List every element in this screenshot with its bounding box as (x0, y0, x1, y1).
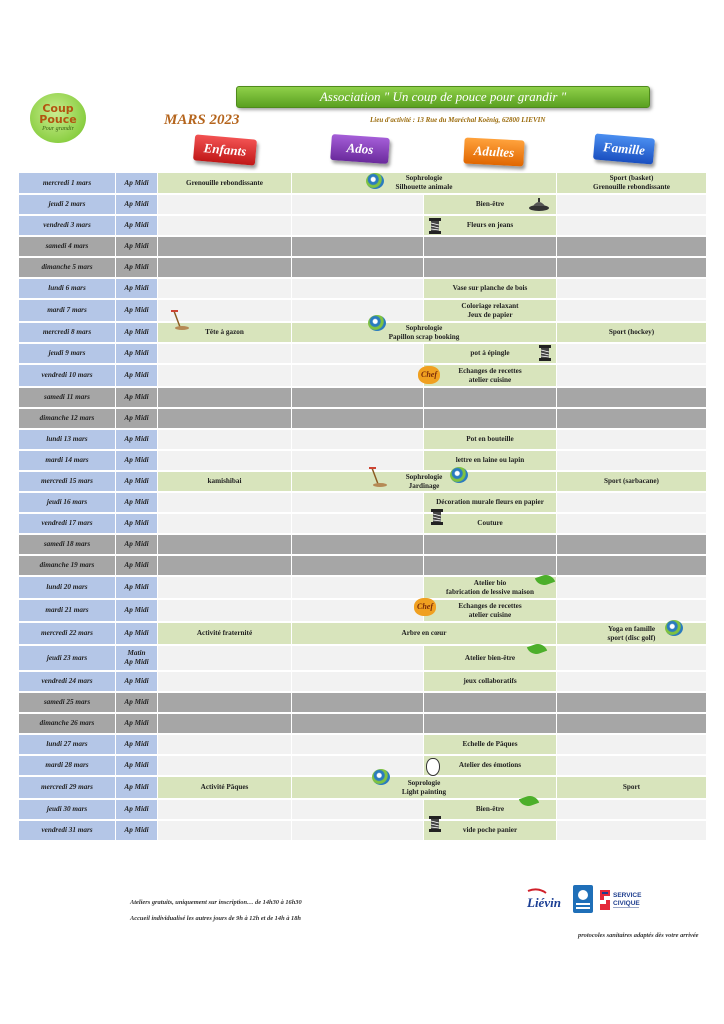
famille-cell (557, 343, 707, 364)
day-cell: mardi 14 mars (19, 450, 116, 471)
sewing-spool-icon (426, 217, 444, 235)
schedule-row (19, 555, 707, 576)
enfants-cell (158, 387, 292, 408)
period-cell: Ap Midi (116, 450, 158, 471)
enfants-cell (158, 534, 292, 555)
famille-cell (557, 534, 707, 555)
footer-note-protocols: protocoles sanitaires adaptés dès votre arrivée (578, 932, 699, 939)
enfants-cell (158, 450, 292, 471)
period-cell: Ap Midi (116, 713, 158, 734)
period-cell: Ap Midi (116, 622, 158, 645)
sophrology-icon (372, 769, 390, 785)
day-cell: jeudi 30 mars (19, 799, 116, 820)
footer-note-reception: Accueil individualisé les autres jours de 9h à 12h et de 14h à 18h (130, 915, 301, 922)
period-cell: Ap Midi (116, 471, 158, 492)
sewing-spool-icon (426, 815, 444, 833)
day-cell: mardi 7 mars (19, 299, 116, 322)
adultes-cell: Coloriage relaxant Jeux de papier (424, 299, 557, 322)
association-banner: Association " Un coup de pouce pour grandir " (236, 86, 650, 108)
adultes-cell (424, 236, 557, 257)
day-cell: mercredi 22 mars (19, 622, 116, 645)
enfants-cell (158, 364, 292, 387)
day-cell: samedi 4 mars (19, 236, 116, 257)
ados-cell (292, 492, 424, 513)
schedule-row (19, 450, 707, 471)
famille-cell (557, 713, 707, 734)
ados-cell (292, 429, 424, 450)
famille-cell (557, 194, 707, 215)
famille-cell: Sport (basket) Grenouille rebondissante (557, 173, 707, 194)
schedule-row (19, 387, 707, 408)
ados-cell (292, 576, 424, 599)
period-cell: Ap Midi (116, 820, 158, 841)
enfants-cell: kamishibai (158, 471, 292, 492)
enfants-cell (158, 645, 292, 671)
ados-adultes-cell: Sophrologie Papillon scrap booking (292, 322, 557, 343)
schedule-row (19, 322, 707, 343)
enfants-cell: Tête à gazon (158, 322, 292, 343)
day-cell: mercredi 1 mars (19, 173, 116, 194)
caf-logo (573, 885, 593, 913)
enfants-cell (158, 576, 292, 599)
schedule-row (19, 299, 707, 322)
footer-note-workshops: Ateliers gratuits, uniquement sur inscription… de 14h30 à 16h30 (130, 899, 302, 906)
period-cell: Ap Midi (116, 513, 158, 534)
famille-cell (557, 364, 707, 387)
enfants-cell (158, 734, 292, 755)
day-cell: mercredi 29 mars (19, 776, 116, 799)
famille-cell (557, 755, 707, 776)
day-cell: jeudi 23 mars (19, 645, 116, 671)
famille-cell (557, 645, 707, 671)
day-cell: jeudi 9 mars (19, 343, 116, 364)
svg-text:CIVIQUE: CIVIQUE (613, 900, 640, 907)
period-cell: Ap Midi (116, 322, 158, 343)
famille-cell (557, 492, 707, 513)
sophrology-icon (366, 173, 384, 189)
enfants-cell (158, 820, 292, 841)
schedule-row (19, 671, 707, 692)
lievin-logo (524, 885, 568, 913)
day-cell: mercredi 15 mars (19, 471, 116, 492)
enfants-cell (158, 408, 292, 429)
category-adultes: Adultes (463, 137, 524, 166)
adultes-cell (424, 257, 557, 278)
sophrology-icon (665, 620, 683, 636)
adultes-cell: vide poche panier (424, 820, 557, 841)
adultes-cell: pot à épingle (424, 343, 557, 364)
period-cell: Ap Midi (116, 599, 158, 622)
period-cell: Ap Midi (116, 576, 158, 599)
period-cell: Ap Midi (116, 429, 158, 450)
adultes-cell: Echanges de recettes atelier cuisine Chef (424, 599, 557, 622)
schedule-row (19, 492, 707, 513)
adultes-cell (424, 555, 557, 576)
enfants-cell (158, 599, 292, 622)
famille-cell (557, 215, 707, 236)
ados-adultes-cell: Soprologie Light painting (292, 776, 557, 799)
enfants-cell (158, 492, 292, 513)
famille-cell (557, 555, 707, 576)
chef-icon: Chef (414, 598, 436, 616)
day-cell: samedi 11 mars (19, 387, 116, 408)
schedule-row (19, 645, 707, 671)
sewing-spool-icon (428, 508, 446, 526)
schedule-row (19, 734, 707, 755)
ados-cell (292, 755, 424, 776)
famille-cell (557, 820, 707, 841)
day-cell: lundi 20 mars (19, 576, 116, 599)
chef-icon: Chef (418, 366, 440, 384)
day-cell: vendredi 24 mars (19, 671, 116, 692)
period-cell: Ap Midi (116, 534, 158, 555)
adultes-cell: Atelier bio fabrication de lessive maison (424, 576, 557, 599)
adultes-cell: Echelle de Pâques (424, 734, 557, 755)
logo-line-2: Pouce (39, 113, 77, 126)
day-cell: mercredi 8 mars (19, 322, 116, 343)
schedule-row (19, 776, 707, 799)
enfants-cell (158, 194, 292, 215)
adultes-cell (424, 534, 557, 555)
schedule-row (19, 194, 707, 215)
ados-cell (292, 343, 424, 364)
enfants-cell (158, 236, 292, 257)
period-cell: Matin Ap Midi (116, 645, 158, 671)
day-cell: dimanche 26 mars (19, 713, 116, 734)
famille-cell (557, 278, 707, 299)
famille-cell (557, 408, 707, 429)
ados-cell (292, 799, 424, 820)
adultes-cell: Atelier bien-être (424, 645, 557, 671)
period-cell: Ap Midi (116, 387, 158, 408)
schedule-row (19, 713, 707, 734)
enfants-cell (158, 343, 292, 364)
ados-cell (292, 645, 424, 671)
ados-cell (292, 278, 424, 299)
period-cell: Ap Midi (116, 236, 158, 257)
schedule-row (19, 364, 707, 387)
day-cell: vendredi 17 mars (19, 513, 116, 534)
enfants-cell (158, 713, 292, 734)
ados-cell (292, 692, 424, 713)
famille-cell (557, 513, 707, 534)
famille-cell (557, 236, 707, 257)
famille-cell: Sport (sarbacane) (557, 471, 707, 492)
period-cell: Ap Midi (116, 776, 158, 799)
adultes-cell (424, 692, 557, 713)
adultes-cell: Couture (424, 513, 557, 534)
ados-adultes-cell: Sophrologie Silhouette animale (292, 173, 557, 194)
enfants-cell (158, 799, 292, 820)
period-cell: Ap Midi (116, 215, 158, 236)
adultes-cell: Bien-être (424, 194, 557, 215)
famille-cell (557, 299, 707, 322)
schedule-row (19, 236, 707, 257)
gardening-rake-icon (170, 309, 190, 331)
enfants-cell (158, 257, 292, 278)
coup-de-pouce-logo (30, 93, 86, 143)
ados-cell (292, 236, 424, 257)
schedule-row (19, 599, 707, 622)
day-cell: dimanche 12 mars (19, 408, 116, 429)
sewing-spool-icon (536, 344, 554, 362)
ados-cell (292, 555, 424, 576)
famille-cell (557, 671, 707, 692)
lievin-logo-text: Liévin (527, 895, 561, 910)
famille-cell (557, 799, 707, 820)
adultes-cell: Vase sur planche de bois (424, 278, 557, 299)
schedule-row (19, 343, 707, 364)
day-cell: lundi 27 mars (19, 734, 116, 755)
famille-cell: Sport (557, 776, 707, 799)
ados-cell (292, 364, 424, 387)
period-cell: Ap Midi (116, 692, 158, 713)
famille-cell: Sport (hockey) (557, 322, 707, 343)
day-cell: vendredi 3 mars (19, 215, 116, 236)
day-cell: jeudi 2 mars (19, 194, 116, 215)
adultes-cell: Atelier des émotions (424, 755, 557, 776)
month-title: MARS 2023 (164, 112, 240, 128)
period-cell: Ap Midi (116, 408, 158, 429)
period-cell: Ap Midi (116, 173, 158, 194)
schedule-row (19, 820, 707, 841)
schedule-row (19, 755, 707, 776)
adultes-cell: Décoration murale fleurs en papier (424, 492, 557, 513)
schedule-row (19, 278, 707, 299)
wellness-bowl-icon (528, 197, 550, 211)
ados-cell (292, 194, 424, 215)
enfants-cell (158, 513, 292, 534)
period-cell: Ap Midi (116, 799, 158, 820)
location-text: Lieu d'activité : 13 Rue du Maréchal Koënig, 62800 LIEVIN (370, 116, 546, 124)
category-enfants: Enfants (193, 134, 257, 165)
day-cell: samedi 25 mars (19, 692, 116, 713)
enfants-cell: Grenouille rebondissante (158, 173, 292, 194)
period-cell: Ap Midi (116, 755, 158, 776)
adultes-cell: lettre en laine ou lapin (424, 450, 557, 471)
enfants-cell (158, 278, 292, 299)
enfants-cell: Activité fraternité (158, 622, 292, 645)
category-famille: Famille (593, 133, 655, 164)
enfants-cell (158, 429, 292, 450)
ados-cell (292, 215, 424, 236)
ados-cell (292, 387, 424, 408)
ados-cell (292, 513, 424, 534)
famille-cell (557, 734, 707, 755)
period-cell: Ap Midi (116, 343, 158, 364)
category-ados: Ados (330, 134, 390, 164)
period-cell: Ap Midi (116, 555, 158, 576)
schedule-row (19, 799, 707, 820)
logo-line-3: Pour grandir (42, 126, 74, 132)
theatre-mask-icon (426, 758, 440, 776)
schedule-row (19, 576, 707, 599)
logo-line-1: Coup (42, 102, 74, 115)
day-cell: samedi 18 mars (19, 534, 116, 555)
famille-cell (557, 692, 707, 713)
ados-cell (292, 599, 424, 622)
enfants-cell (158, 671, 292, 692)
adultes-cell: Fleurs en jeans (424, 215, 557, 236)
ados-cell (292, 450, 424, 471)
period-cell: Ap Midi (116, 257, 158, 278)
schedule-row (19, 173, 707, 194)
activity-schedule-table (18, 173, 707, 842)
schedule-row (19, 471, 707, 492)
ados-cell (292, 820, 424, 841)
enfants-cell (158, 692, 292, 713)
schedule-row (19, 408, 707, 429)
period-cell: Ap Midi (116, 671, 158, 692)
period-cell: Ap Midi (116, 194, 158, 215)
ados-cell (292, 257, 424, 278)
sophrology-icon (368, 315, 386, 331)
schedule-row (19, 215, 707, 236)
sophrology-icon (450, 467, 468, 483)
schedule-row (19, 513, 707, 534)
enfants-cell (158, 755, 292, 776)
service-civique-logo (598, 886, 644, 912)
day-cell: vendredi 10 mars (19, 364, 116, 387)
day-cell: lundi 6 mars (19, 278, 116, 299)
enfants-cell (158, 215, 292, 236)
day-cell: mardi 28 mars (19, 755, 116, 776)
schedule-row (19, 534, 707, 555)
period-cell: Ap Midi (116, 734, 158, 755)
famille-cell (557, 257, 707, 278)
day-cell: jeudi 16 mars (19, 492, 116, 513)
ados-cell (292, 671, 424, 692)
adultes-cell (424, 387, 557, 408)
day-cell: dimanche 19 mars (19, 555, 116, 576)
famille-cell: Yoga en famille sport (disc golf) (557, 622, 707, 645)
adultes-cell: Echanges de recettes atelier cuisine Chef (424, 364, 557, 387)
gardening-rake-icon (368, 466, 388, 488)
day-cell: vendredi 31 mars (19, 820, 116, 841)
famille-cell (557, 387, 707, 408)
adultes-cell: jeux collaboratifs (424, 671, 557, 692)
ados-cell (292, 734, 424, 755)
ados-cell (292, 299, 424, 322)
schedule-row (19, 429, 707, 450)
ados-cell (292, 408, 424, 429)
enfants-cell (158, 555, 292, 576)
adultes-cell (424, 408, 557, 429)
famille-cell (557, 450, 707, 471)
famille-cell (557, 429, 707, 450)
svg-text:SERVICE: SERVICE (613, 892, 642, 899)
day-cell: dimanche 5 mars (19, 257, 116, 278)
famille-cell (557, 599, 707, 622)
famille-cell (557, 576, 707, 599)
day-cell: mardi 21 mars (19, 599, 116, 622)
period-cell: Ap Midi (116, 299, 158, 322)
period-cell: Ap Midi (116, 278, 158, 299)
ados-cell (292, 534, 424, 555)
period-cell: Ap Midi (116, 492, 158, 513)
ados-adultes-cell: Arbre en cœur (292, 622, 557, 645)
adultes-cell (424, 713, 557, 734)
ados-cell (292, 713, 424, 734)
adultes-cell: Pot en bouteille (424, 429, 557, 450)
ados-adultes-cell: Sophrologie Jardinage (292, 471, 557, 492)
day-cell: lundi 13 mars (19, 429, 116, 450)
schedule-row (19, 622, 707, 645)
adultes-cell: Bien-être (424, 799, 557, 820)
period-cell: Ap Midi (116, 364, 158, 387)
enfants-cell: Activité Pâques (158, 776, 292, 799)
schedule-row (19, 257, 707, 278)
schedule-row (19, 692, 707, 713)
